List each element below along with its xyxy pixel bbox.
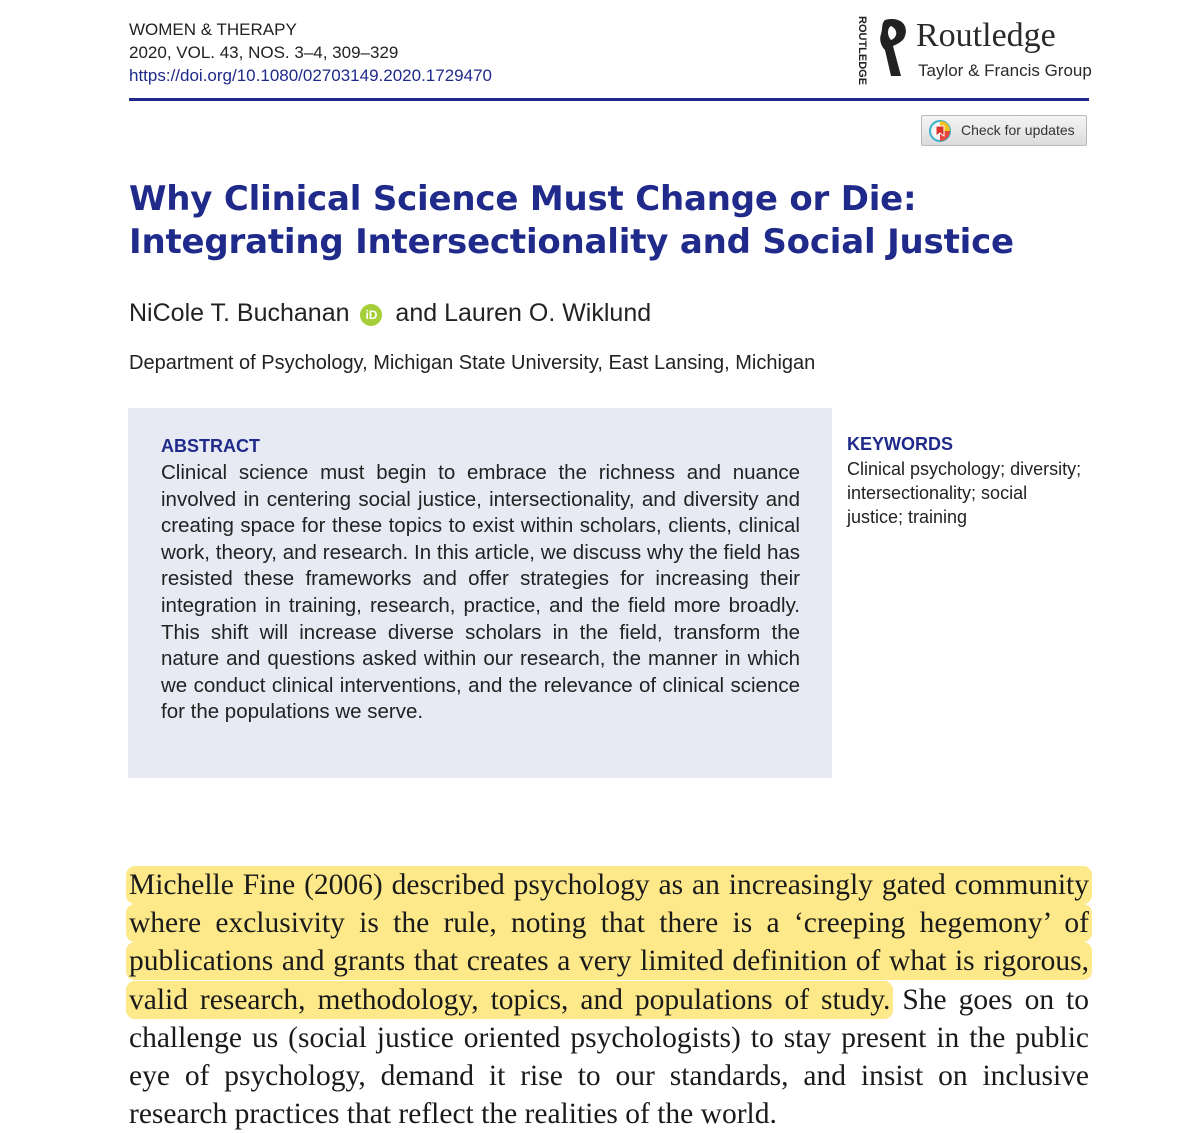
body-continuation: She goes on to challenge us (social justice oriented psychologists) to stay present in the public eye of psychology, demand it rise to our standards, and insist on inclusive research practices that reflect the realities of the world. <box>129 983 1089 1131</box>
routledge-head-icon <box>877 16 911 80</box>
author-name: NiCole T. Buchanan <box>129 299 350 327</box>
second-author: and Lauren O. Wiklund <box>395 299 652 327</box>
vertical-wordmark-text: ROUTLEDGE <box>856 16 868 86</box>
publisher-name: Routledge <box>916 17 1056 54</box>
publisher-logo[interactable] <box>855 14 1095 86</box>
volume-info: 2020, VOL. 43, NOS. 3–4, 309–329 <box>129 43 399 62</box>
check-for-updates-label: Check for updates <box>961 122 1075 138</box>
doi-link[interactable]: https://doi.org/10.1080/02703149.2020.1729470 <box>129 66 492 85</box>
journal-info <box>129 18 492 87</box>
abstract-text: Clinical science must begin to embrace the richness and nuance involved in centering social justice, intersectionality, and diversity and creating space for these topics to exist within scholars, clients, clinical work, theory, and research. In this article, we discuss why the field has resisted these frameworks and offer strategies for increasing their integration in training, research, practice, and the field more broadly. This shift will increase diverse scholars in the field, transform the nature and questions asked within our research, the manner in which we conduct clinical interventions, and the relevance of clinical science for the populations we serve. <box>161 461 800 724</box>
publisher-group: Taylor & Francis Group <box>918 61 1092 80</box>
highlighted-passage[interactable]: Michelle Fine (2006) described psychology as an increasingly gated community where exclusivity is the rule, noting that there is a ‘creeping hegemony’ of publications and grants that creates a very limited definition of what is rigorous, valid research, methodology, topics, and populations of study. <box>129 869 1089 1016</box>
author-line <box>129 297 651 329</box>
orcid-icon[interactable]: iD <box>360 304 382 326</box>
keywords-list: Clinical psychology; diversity; intersectionality; social justice; training <box>847 459 1082 527</box>
body-paragraph <box>129 866 1089 1133</box>
keywords-heading: KEYWORDS <box>847 434 954 454</box>
article-title: Why Clinical Science Must Change or Die: Integrating Intersectionality and Social Justice <box>129 179 1014 262</box>
routledge-vertical-wordmark <box>855 14 875 86</box>
header-rule <box>129 98 1089 101</box>
journal-name: WOMEN & THERAPY <box>129 20 297 39</box>
crossmark-icon <box>929 120 951 142</box>
check-for-updates-button[interactable] <box>921 115 1087 146</box>
abstract-box <box>128 408 832 778</box>
abstract-heading: ABSTRACT <box>161 436 260 456</box>
affiliation: Department of Psychology, Michigan State University, East Lansing, Michigan <box>129 352 816 374</box>
